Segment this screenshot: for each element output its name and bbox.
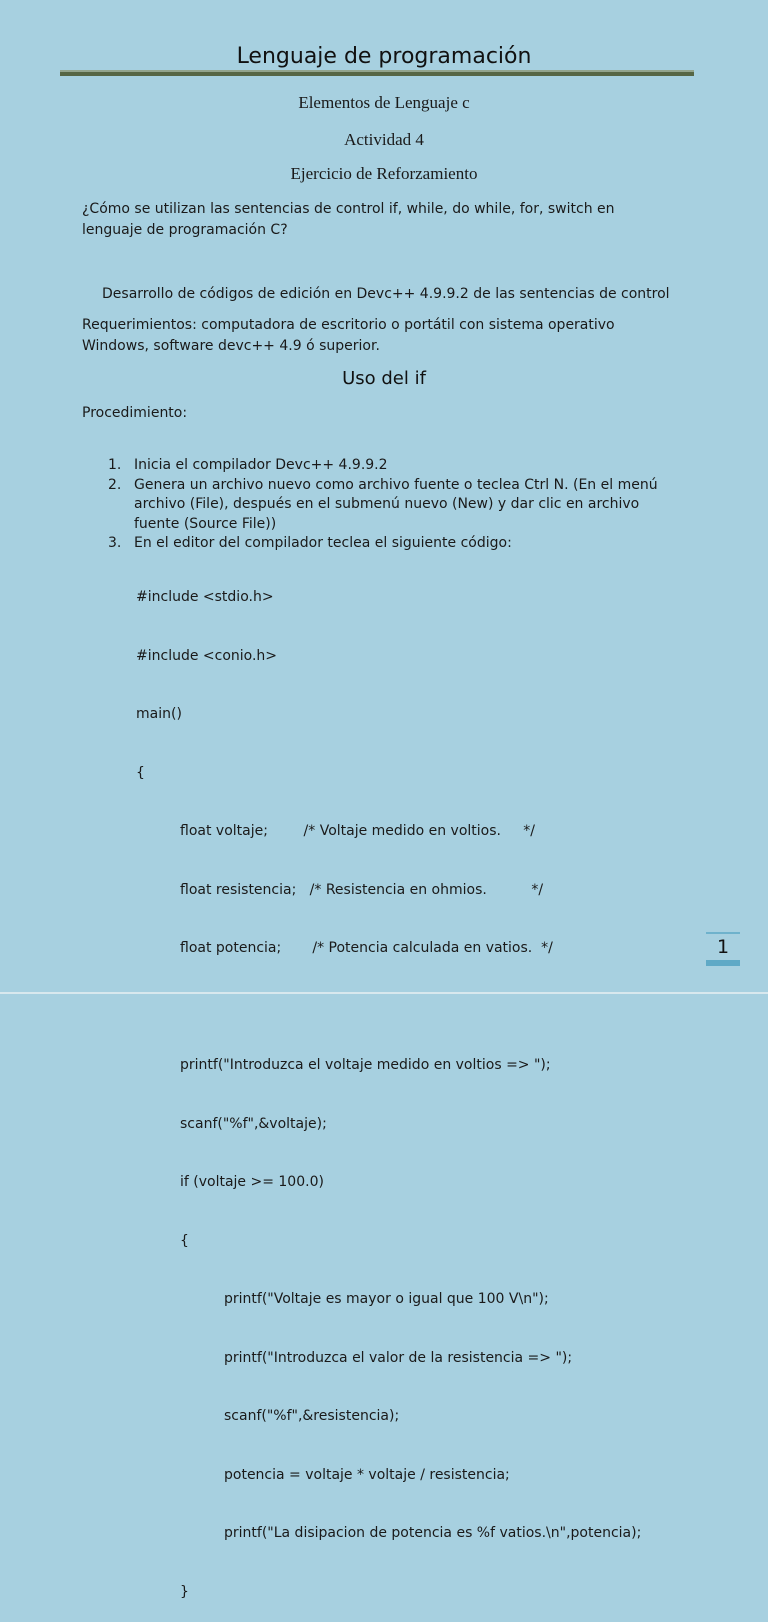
page-marker-top-rule	[706, 932, 740, 934]
question-line-2: lenguaje de programación C?	[82, 222, 288, 238]
step-item: 1. Inicia el compilador Devc++ 4.9.9.2	[108, 457, 388, 473]
code-line: float potencia; /* Potencia calculada en vatios. */	[180, 940, 553, 956]
subtitle-elementos: Elementos de Lenguaje c	[298, 93, 470, 112]
code-line	[136, 998, 641, 1018]
procedure-label: Procedimiento:	[82, 405, 188, 421]
code-line: #include <stdio.h>	[136, 589, 274, 605]
development-line: Desarrollo de códigos de edición en Devc++ 4.9.9.2 de las sentencias de control	[102, 286, 670, 302]
requirements-line-2: Windows, software devc++ 4.9 ó superior.	[82, 338, 380, 354]
subtitle-ejercicio: Ejercicio de Reforzamiento	[290, 164, 478, 183]
code-line: }	[180, 1583, 189, 1600]
question-line-1: ¿Cómo se utilizan las sentencias de control if, while, do while, for, switch en	[82, 201, 615, 217]
code-line: #include <conio.h>	[136, 647, 278, 664]
title-divider	[60, 70, 694, 76]
section-heading: Uso del if	[342, 368, 426, 389]
code-line: printf("Introduzca el valor de la resistencia => ");	[224, 1349, 573, 1366]
code-line: {	[180, 1232, 189, 1249]
step-item: 3. En el editor del compilador teclea el siguiente código:	[108, 535, 512, 551]
code-line: printf("Voltaje es mayor o igual que 100 V\n");	[224, 1291, 549, 1307]
code-line: main()	[136, 706, 182, 722]
code-line: if (voltaje >= 100.0)	[180, 1174, 324, 1190]
code-line: scanf("%f",&voltaje);	[180, 1115, 327, 1132]
requirements-paragraph	[82, 315, 615, 357]
code-line: scanf("%f",&resistencia);	[224, 1408, 400, 1424]
step-item: 2. Genera un archivo nuevo como archivo fuente o teclea Ctrl N. (En el menú archivo (File), después en el submenú nuevo (New) y dar clic en archivo fuente (Source File))	[108, 476, 658, 532]
page-number-marker	[706, 932, 740, 966]
code-block	[136, 549, 641, 1622]
page-title: Lenguaje de programación	[236, 44, 532, 69]
page-number: 1	[716, 936, 730, 958]
page-marker-bottom-bar	[706, 960, 740, 966]
code-line: float voltaje; /* Voltaje medido en voltios. */	[180, 823, 535, 839]
requirements-line-1: Requerimientos: computadora de escritorio o portátil con sistema operativo	[82, 317, 615, 333]
code-line: printf("La disipacion de potencia es %f vatios.\n",potencia);	[224, 1525, 642, 1541]
subtitle-actividad: Actividad 4	[344, 130, 424, 149]
code-line: {	[136, 764, 145, 781]
code-line: float resistencia; /* Resistencia en ohmios. */	[180, 881, 544, 898]
steps-list	[108, 456, 708, 554]
code-line: printf("Introduzca el voltaje medido en voltios => ");	[180, 1057, 551, 1073]
code-line: potencia = voltaje * voltaje / resistencia;	[224, 1466, 510, 1483]
question-paragraph	[82, 199, 615, 241]
